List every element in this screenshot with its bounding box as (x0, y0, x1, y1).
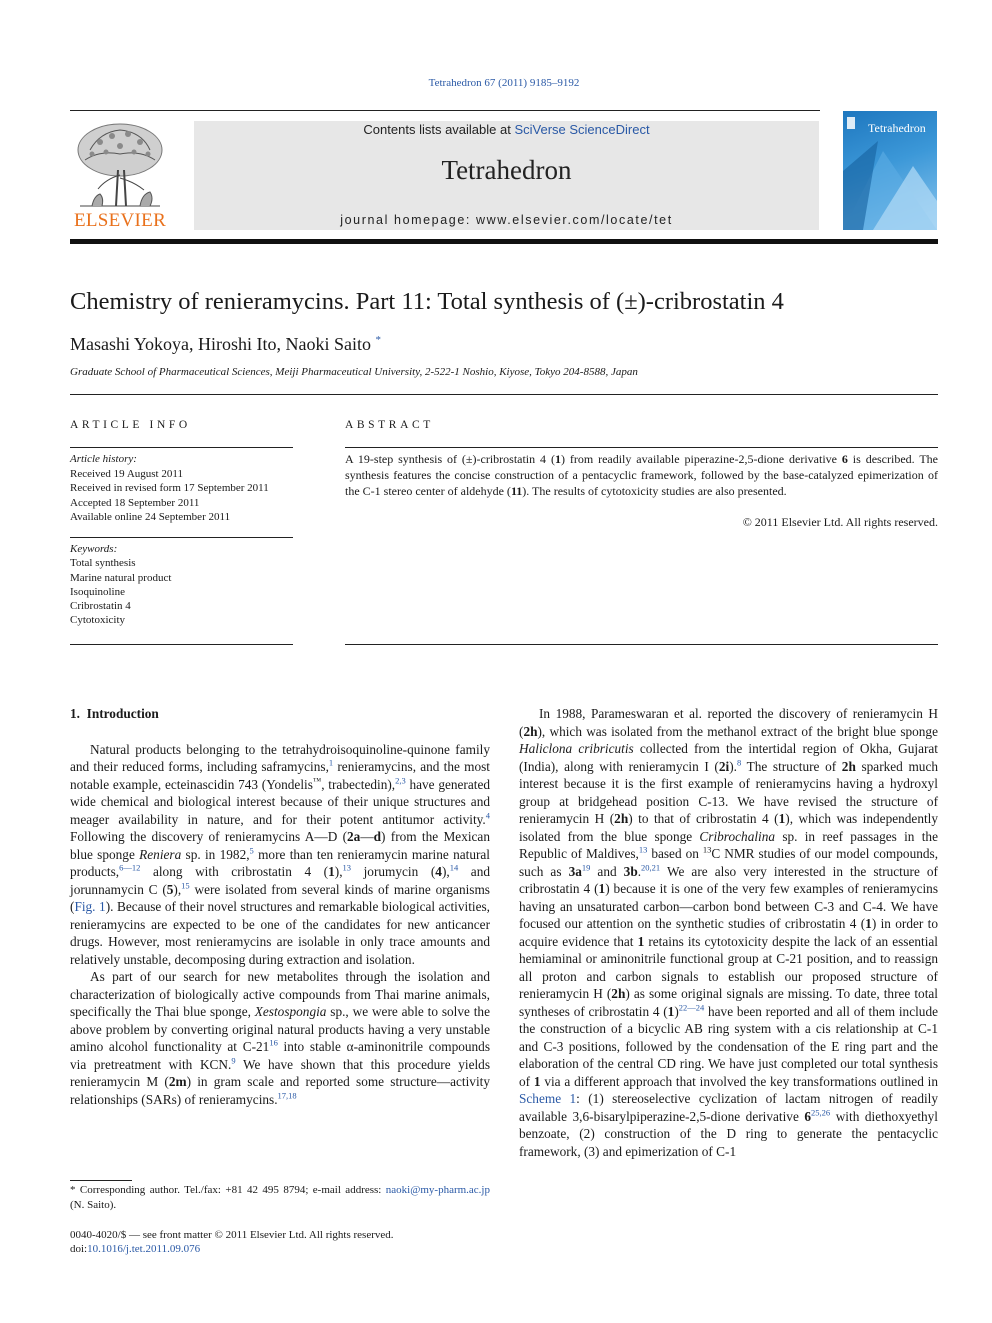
doi-label: doi: (70, 1243, 88, 1255)
history-revised: Received in revised form 17 September 2011 (70, 482, 269, 494)
info-rule (70, 537, 293, 538)
affiliation: Graduate School of Pharmaceutical Sciences, Meiji Pharmaceutical University, 2-522-1 Noshio, Kiyose, Tokyo 204-8588, Japan (70, 366, 638, 378)
tree-icon (70, 120, 170, 212)
doi-link[interactable]: 10.1016/j.tet.2011.09.076 (87, 1243, 201, 1255)
journal-cover-thumbnail[interactable] (843, 111, 937, 230)
info-rule (70, 447, 293, 448)
author-email-link[interactable]: naoki@my-pharm.ac.jp (385, 1184, 490, 1196)
keywords (70, 542, 171, 628)
footnote-suffix: (N. Saito). (70, 1199, 117, 1211)
keyword: Isoquinoline (70, 585, 125, 598)
paragraph: In 1988, Parameswaran et al. reported the discovery of renieramycin H (2h), which was isolated from the methanol extract of the bright blue sponge Haliclona cribricutis collected from the intertidal region of Okha, Gujarat (India), along with renieramycin I (2i).$^8$ The structure of 2h sparked much interest because it is the first example of renieramycins having a hydroxyl group at bridgehead position C-13. We have revised the structure of renieramycin H (2h) to that of cribrostatin 4 (1), which was independently isolated from the blue sponge Cribrochalina sp. in reef passages in the Republic of Maldives,$^{13}$ based on $^{13}$C NMR studies of our model compounds, such as $3a^{19}$ and 3b.$^{20,21}$ We are also very interested in the structure of cribrostatin 4 (1) because it is one of the very few examples of renieramycins having an unsaturated carbon—carbon bond between C-3 and C-4. We have focused our attention on the synthetic studies of cribrostatin 4 (1) in order to acquire evidence that 1 retains its cytotoxicity despite the lack of an essential hemiaminal or aminonitrile functional group at C-21 position, and to reassign all proton and carbon signals to establish our proposed structure of renieramycin H (2h) as some original signals are missing. To date, three total syntheses of cribrostatin 4 $(1)^{22—24}$ have been reported and all of them include the construction of a bicyclic AB ring system with a cis relationship at C-1 and C-3 positions, followed by the condensation of the E ring part and the elaboration of the central CD ring. We have just completed our total synthesis of 1 via a different approach that involved the key transformations outlined in Scheme 1: (1) stereoselective cyclization of lactam nitrogen of readily available 3,6-bisarylpiperazine-2,5-dione derivative 6$^{25,26}$ with diethoxyethyl benzoate, (2) construction of the D ring to generate the pentacyclic framework, (3) and epimerization of C-1 (519, 706, 939, 1159)
corresponding-author-link[interactable]: * (375, 334, 381, 346)
article-history (70, 452, 269, 525)
history-online: Available online 24 September 2011 (70, 511, 231, 523)
header-thick-rule (70, 239, 938, 244)
abstract-copyright: © 2011 Elsevier Ltd. All rights reserved. (742, 515, 938, 529)
front-matter (70, 1228, 394, 1256)
abstract-rule (345, 447, 938, 448)
history-received: Received 19 August 2011 (70, 467, 183, 480)
paragraph: Natural products belonging to the tetrahydroisoquinoline-quinone family and their reduced forms, including saframycins,$^1$ renieramycins, and the most notable example, ecteinascidin 743 (Yondelis™, trabectedin),$^{2,3}$ have generated wide chemical and biological interest because of their unique structures and meager availability in nature, and for their potent antitumor activity.$^4$ Following the discovery of renieramycins A—D (2a—d) from the Mexican blue sponge Reniera sp. in 1982,$^5$ more than ten renieramycin marine natural products,$^{6—12}$ along with cribrostatin 4 (1),$^{13}$ jorumycin (4),$^{14}$ and jorunnamycin C (5),$^{15}$ were isolated from several kinds of marine organisms (Fig. 1). Because of their novel structures and remarkable biological activities, renieramycins are expected to be one of the candidates for new anticancer drugs. However, most renieramycins are isolable in only trace amounts and relatively unstable, decomposing during extraction and isolation. (70, 741, 491, 967)
paragraph: As part of our search for new metabolites through the isolation and characterization of biologically active compounds from Thai marine animals, specifically the Thai blue sponge, Xestospongia sp., we were able to solve the above problem by converting original natural products having a very unstable amino alcohol functionality at $C-21^{16}$ into stable α-aminonitrile compounds via pretreatment with KCN.$^9$ We have shown that this procedure yields renieramycin M (2m) in gram scale and reported some structure—activity relationships (SARs) of renieramycins.$^{17,18}$ (70, 969, 490, 1107)
keyword: Marine natural product (70, 571, 172, 584)
sciencedirect-link[interactable]: SciVerse ScienceDirect (514, 122, 650, 137)
abstract-text: A 19-step synthesis of (±)-cribrostatin 4 (1) from readily available piperazine-2,5-dione derivative 6 is described. The synthesis features the concise construction of a pentacyclic framework, followed by the base-catalyzed epimerization of the C-1 stereo center of aldehyde (11). The results of cytotoxicity studies are also presented. (345, 452, 939, 498)
body-column-left (70, 705, 490, 1108)
journal-citation[interactable]: Tetrahedron 67 (2011) 9185–9192 (428, 77, 580, 89)
journal-homepage[interactable]: journal homepage: www.elsevier.com/locate/tet (340, 213, 673, 227)
section-heading-introduction: 1. Introduction (70, 706, 159, 721)
footnote-rule (70, 1180, 132, 1181)
elsevier-wordmark[interactable]: ELSEVIER (73, 210, 167, 231)
history-accepted: Accepted 18 September 2011 (70, 496, 200, 509)
corresponding-author-footnote (70, 1183, 490, 1213)
cover-title: Tetrahedron (868, 121, 926, 135)
author-names: Masashi Yokoya, Hiroshi Ito, Naoki Saito (70, 334, 371, 354)
footnote-text: * Corresponding author. Tel./fax: +81 42 495 8794; e-mail address: (70, 1184, 386, 1196)
title-rule (70, 394, 938, 395)
abstract-rule (345, 644, 938, 645)
keyword: Cytotoxicity (70, 614, 125, 627)
author-list (70, 334, 381, 355)
article-info-heading: ARTICLE INFO (70, 419, 191, 431)
issn-line: 0040-4020/$ — see front matter © 2011 Elsevier Ltd. All rights reserved. (70, 1229, 394, 1241)
contents-prefix: Contents lists available at (363, 122, 515, 137)
keyword: Cribrostatin 4 (70, 600, 131, 613)
contents-line (194, 122, 819, 137)
history-label: Article history: (70, 453, 137, 465)
journal-name: Tetrahedron (441, 155, 572, 185)
body-column-right (519, 705, 938, 1160)
keywords-label: Keywords: (70, 543, 118, 555)
abstract-heading: ABSTRACT (345, 419, 434, 431)
article-title: Chemistry of renieramycins. Part 11: Total synthesis of (±)-cribrostatin 4 (70, 288, 784, 315)
keyword: Total synthesis (70, 557, 136, 570)
header-rule (70, 110, 820, 111)
info-rule (70, 644, 293, 645)
